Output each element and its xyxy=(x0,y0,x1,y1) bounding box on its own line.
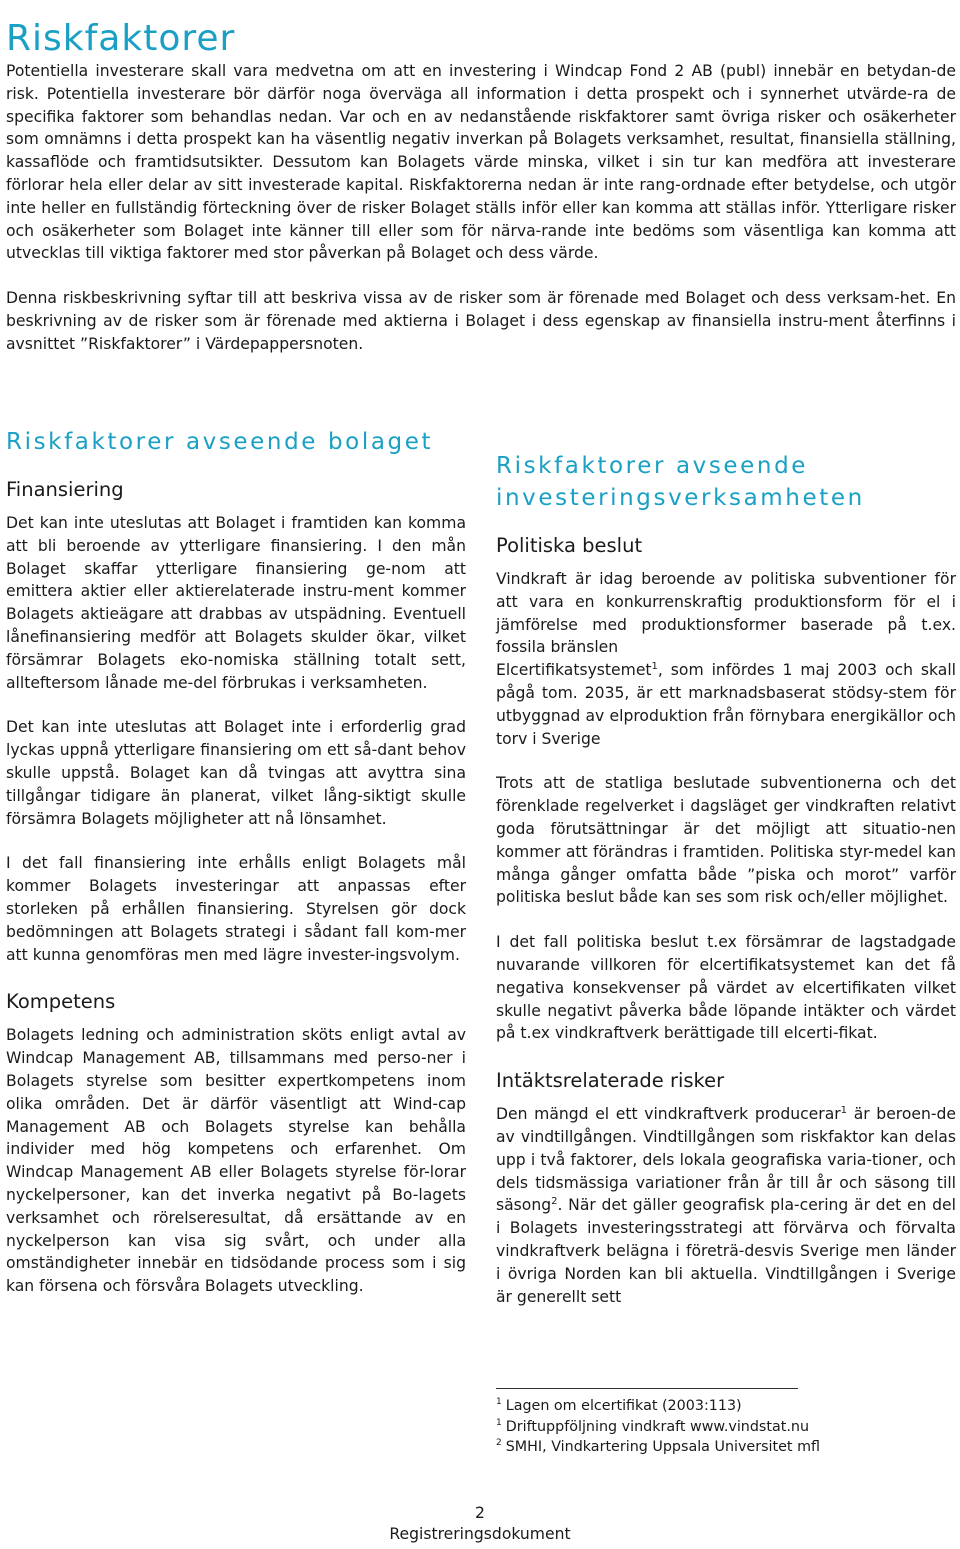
footnotes xyxy=(496,1396,956,1458)
footnote-ref-1: 1 xyxy=(651,661,658,672)
intro-paragraph-2: Denna riskbeskrivning syftar till att beskriva vissa av de risker som är förenade med Bolaget och dess verksam-het. En beskrivning av de risker som är förenade med aktierna i Bolaget i dess egenskap av finansiella instru-ment återfinns i avsnittet ”Riskfaktorer” i Värdepappersnoten. xyxy=(6,289,956,353)
kompetens-paragraph-1: Bolagets ledning och administration sköts enligt avtal av Windcap Management AB, tillsammans med perso-ner i Bolagets styrelse som besitter expertkompetens inom olika områden. Det är därför väsentligt att Wind-cap Management AB och Bolagets styrelse kan behålla individer med hög kompetens och erfarenhet. Om Windcap Management AB eller Bolagets styrelse för-lorar nyckelpersoner, kan det inverka negativt på Bo-lagets verksamhet och rörelseresultat, då ersättande av en nyckelperson kan visa sig svårt, och under alla omständigheter innebär en tidsödande process som i sig kan försena och försvåra Bolagets utveckling. xyxy=(6,1026,466,1296)
subheading-intaktsrelaterade-risker: Intäktsrelaterade risker xyxy=(496,1069,725,1093)
finansiering-paragraph-2: Det kan inte uteslutas att Bolaget inte i erforderlig grad lyckas uppnå ytterligare finansiering om ett så-dant behov skulle uppstå. Bolaget kan då tvingas att avyttra sina tillgångar tidigare än planerat, vilket lång-siktigt skulle försämra Bolagets möjligheter att nå lönsamhet. xyxy=(6,718,466,828)
politiska-paragraph-1b xyxy=(496,659,956,750)
footnote-ref-1b: 1 xyxy=(840,1104,848,1116)
politiska-paragraph-2: Trots att de statliga beslutade subventionerna och det förenklade regelverket i dagsläget ger vindkraften relativt goda förutsättningar är det möjligt att situatio-nen kommer att förändras i framtiden. Politiska styr-medel kan många gånger omfatta både ”piska och morot” varför politiska beslut både kan ses som risk och/eller möjlighet. xyxy=(496,774,956,907)
subheading-finansiering: Finansiering xyxy=(6,478,124,501)
footnote-text: Driftuppföljning vindkraft www.vindstat.nu xyxy=(505,1418,810,1435)
section-heading-investeringsverksamheten: Riskfaktorer avseende investeringsverksamheten xyxy=(496,453,865,511)
footnote-mark: 1 xyxy=(496,1417,502,1428)
subheading-kompetens: Kompetens xyxy=(6,990,116,1014)
elcertifikat-text: , som infördes 1 maj 2003 och skall pågå tom. 2035, är ett marknadsbaserat stödsy-stem för utbyggnad av elproduktion från förnybara energikällor och torv i Sverige xyxy=(496,661,956,748)
footnote-mark: 1 xyxy=(496,1397,502,1408)
document-name: Registreringsdokument xyxy=(389,1525,571,1543)
left-column xyxy=(6,426,466,1298)
intakt-text-mid: är beroen-de av vindtillgången. Vindtillgången som riskfaktor kan delas upp i två faktorer, dels lokala geografiska varia-tioner, och dels tidsmässiga variationer från år till år och säsong till säsong xyxy=(496,1105,957,1215)
politiska-paragraph-3: I det fall politiska beslut t.ex försämrar de lagstadgade nuvarande villkoren för elcertifikatsystemet kan det få negativa konsekvenser på värdet av elcertifikaten vilket skulle negativt påverka både löpande intäkter och värdet på t.ex vindkraftverk berättigade till elcerti-fikat. xyxy=(496,933,956,1043)
right-column xyxy=(496,450,956,1308)
intro-section xyxy=(6,60,956,378)
footnote-ref-2: 2 xyxy=(551,1196,558,1208)
footnote-mark: 2 xyxy=(496,1438,502,1449)
section-heading-bolaget: Riskfaktorer avseende bolaget xyxy=(6,429,434,455)
intakt-text-start: Den mängd el ett vindkraftverk producerar xyxy=(496,1105,841,1124)
footnote-divider xyxy=(496,1388,798,1389)
intro-paragraph-1: Potentiella investerare skall vara medvetna om att en investering i Windcap Fond 2 AB (publ) innebär en betydan-de risk. Potentiella investerare bör därför noga överväga all information i detta prospekt och i synnerhet utvärde-ra de specifika faktorer som behandlas nedan. Var och en av nedanstående riskfaktorer samt övriga risker och osäkerheter som omnämns i detta prospekt kan ha väsentlig negativ inverkan på Bolagets verksamhet, resultat, finansiella ställning, kassaflöde och framtidsutsikter. Dessutom kan Bolagets värde minska, vilket i sin tur kan medföra att investerare förlorar hela eller delar av sitt investerade kapital. Riskfaktorerna nedan är inte rang-ordnade efter betydelse, och utgör inte heller en fullständig förteckning över de risker Bolaget ställs inför eller kan komma att ställas inför. Ytterligare risker och osäkerheter som Bolaget inte känner till eller som för närva-rande inte bedöms som väsentliga kan komma att utvecklas till viktiga faktorer med stor påverkan på Bolaget och dess värde. xyxy=(6,62,956,263)
footnote-item xyxy=(496,1396,956,1417)
intakt-paragraph-1 xyxy=(496,1103,956,1308)
page-footer xyxy=(0,1503,960,1545)
footnote-text: Lagen om elcertifikat (2003:113) xyxy=(505,1398,742,1414)
finansiering-paragraph-3: I det fall finansiering inte erhålls enligt Bolagets mål kommer Bolagets investeringar att anpassas efter storleken på erhållen finansiering. Styrelsen gör dock bedömningen att Bolagets strategi i sådant fall kom-mer att kunna genomföras men med lägre invester-ingsvolym. xyxy=(6,854,466,964)
footnote-text: SMHI, Vindkartering Uppsala Universitet mfl xyxy=(505,1439,821,1455)
politiska-paragraph-1: Vindkraft är idag beroende av politiska subventioner för att vara en konkurrenskraftig produktionsform för el i jämförelse med produktionsformer baserade på t.ex. fossila bränslen xyxy=(496,570,956,657)
intakt-text-end: . När det gäller geografisk pla-cering är det en del i Bolagets investeringsstrategi att förvärva och förvalta vindkraftverk belägna i företrä-desvis Sverige men länder i övriga Norden kan bli aktuella. Vindtillgången i Sverige är generellt sett xyxy=(496,1196,956,1306)
page-number: 2 xyxy=(475,1504,485,1522)
subheading-politiska-beslut: Politiska beslut xyxy=(496,534,643,557)
footnote-item xyxy=(496,1417,956,1438)
page-title: Riskfaktorer xyxy=(6,18,236,60)
elcertifikat-term: Elcertifikatsystemet xyxy=(496,661,652,680)
finansiering-paragraph-1: Det kan inte uteslutas att Bolaget i framtiden kan komma att bli beroende av ytterligare finansiering. I den mån Bolaget skaffar ytterligare finansiering ge-nom att emittera aktier eller aktierelaterade instru-ment kommer Bolagets aktieägare att drabbas av utspädning. Eventuell lånefinansiering medför att Bolagets skulder ökar, vilket försämrar Bolagets eko-nomiska ställning totalt sett, allteftersom lånade me-del förbrukas i verksamheten. xyxy=(6,514,466,692)
footnote-item xyxy=(496,1437,956,1458)
